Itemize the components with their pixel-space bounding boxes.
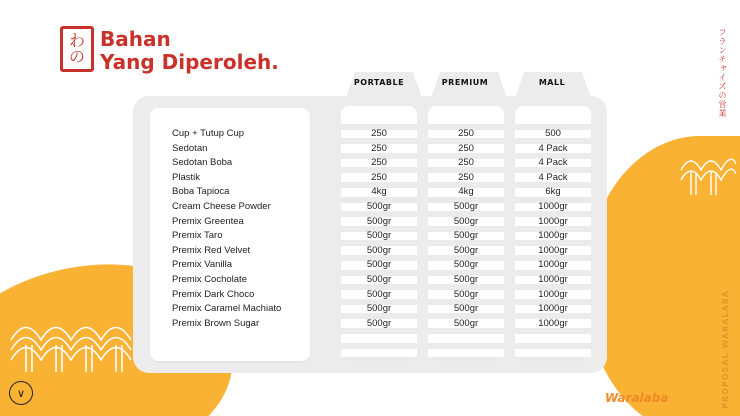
vertical-japanese-text: フランチャイズの営業	[718, 28, 727, 118]
row-stripe	[428, 343, 504, 349]
item-label: Premix Dark Choco	[172, 288, 255, 300]
cell-premium: 250	[458, 157, 474, 169]
column-header-portable: PORTABLE	[353, 78, 405, 87]
item-label: Premix Taro	[172, 230, 223, 242]
row-stripe	[341, 343, 417, 349]
cell-portable: 500gr	[366, 274, 392, 285]
item-label: Sedotan	[172, 142, 208, 154]
logo-glyph-top: わ	[68, 31, 85, 50]
item-label: Premix Greentea	[172, 215, 244, 227]
cell-portable: 500gr	[366, 244, 392, 256]
cell-premium: 250	[458, 128, 474, 139]
cell-mall: 1000gr	[538, 201, 568, 212]
row-stripe	[428, 357, 504, 362]
cell-mall: 500	[545, 128, 561, 139]
cell-portable: 500gr	[366, 230, 392, 242]
cell-premium: 4kg	[458, 186, 474, 198]
cell-mall: 1000gr	[538, 259, 568, 271]
item-label: Premix Cocholate	[172, 274, 247, 285]
page-title-line1: Bahan	[100, 27, 171, 51]
brand-logo	[60, 26, 94, 72]
row-stripe	[515, 357, 591, 362]
cell-portable: 4kg	[371, 186, 387, 198]
item-label: Plastik	[172, 171, 200, 183]
item-label: Premix Vanilla	[172, 259, 233, 271]
cell-mall: 1000gr	[538, 317, 568, 329]
chevron-down-icon: ∨	[16, 387, 26, 400]
item-label: Cup + Tutup Cup	[172, 128, 245, 139]
cell-portable: 250	[371, 171, 387, 183]
cell-premium: 500gr	[453, 215, 479, 227]
watermark	[605, 386, 735, 410]
row-stripe	[515, 343, 591, 349]
cell-mall: 6kg	[545, 186, 561, 198]
item-label: Cream Cheese Powder	[172, 201, 271, 212]
cell-portable: 250	[371, 157, 387, 169]
cell-premium: 500gr	[453, 201, 479, 212]
cell-premium: 500gr	[453, 230, 479, 242]
cell-mall: 1000gr	[538, 215, 568, 227]
cell-portable: 500gr	[366, 215, 392, 227]
cell-premium: 500gr	[453, 303, 479, 315]
cell-premium: 500gr	[453, 274, 479, 285]
cell-mall: 1000gr	[538, 230, 568, 242]
item-label: Premix Red Velvet	[172, 244, 251, 256]
item-label: Premix Brown Sugar	[172, 317, 260, 329]
cell-portable: 500gr	[366, 259, 392, 271]
row-stripe	[341, 357, 417, 362]
cell-portable: 250	[371, 142, 387, 154]
item-label: Sedotan Boba	[172, 157, 233, 169]
wave-pattern-right	[676, 140, 736, 200]
watermark-part1: Waralaba	[605, 391, 669, 405]
cell-mall: 1000gr	[538, 274, 568, 285]
item-label: Boba Tapioca	[172, 186, 230, 198]
cell-mall: 4 Pack	[538, 157, 568, 169]
cell-premium: 500gr	[453, 288, 479, 300]
cell-premium: 500gr	[453, 259, 479, 271]
column-header-premium: PREMIUM	[441, 78, 489, 87]
wave-pattern-left	[6, 300, 136, 380]
cell-portable: 500gr	[366, 201, 392, 212]
vertical-proposal-text: PROPOSAL WARALABA	[721, 290, 730, 409]
cell-portable: 500gr	[366, 317, 392, 329]
page-title	[100, 28, 279, 74]
cell-portable: 250	[371, 128, 387, 139]
watermark-part2: Ku.com	[668, 391, 719, 405]
cell-premium: 500gr	[453, 317, 479, 329]
cell-mall: 1000gr	[538, 244, 568, 256]
cell-mall: 4 Pack	[538, 171, 568, 183]
cell-premium: 500gr	[453, 244, 479, 256]
cell-mall: 4 Pack	[538, 142, 568, 154]
scroll-down-button[interactable]	[9, 381, 33, 405]
page-title-line2: Yang Diperoleh.	[100, 50, 279, 74]
cell-portable: 500gr	[366, 288, 392, 300]
cell-premium: 250	[458, 142, 474, 154]
cell-mall: 1000gr	[538, 303, 568, 315]
column-header-mall: MALL	[538, 78, 566, 87]
cell-portable: 500gr	[366, 303, 392, 315]
item-label: Premix Caramel Machiato	[172, 303, 282, 315]
cell-mall: 1000gr	[538, 288, 568, 300]
cell-premium: 250	[458, 171, 474, 183]
logo-glyph-bottom: の	[68, 47, 85, 66]
